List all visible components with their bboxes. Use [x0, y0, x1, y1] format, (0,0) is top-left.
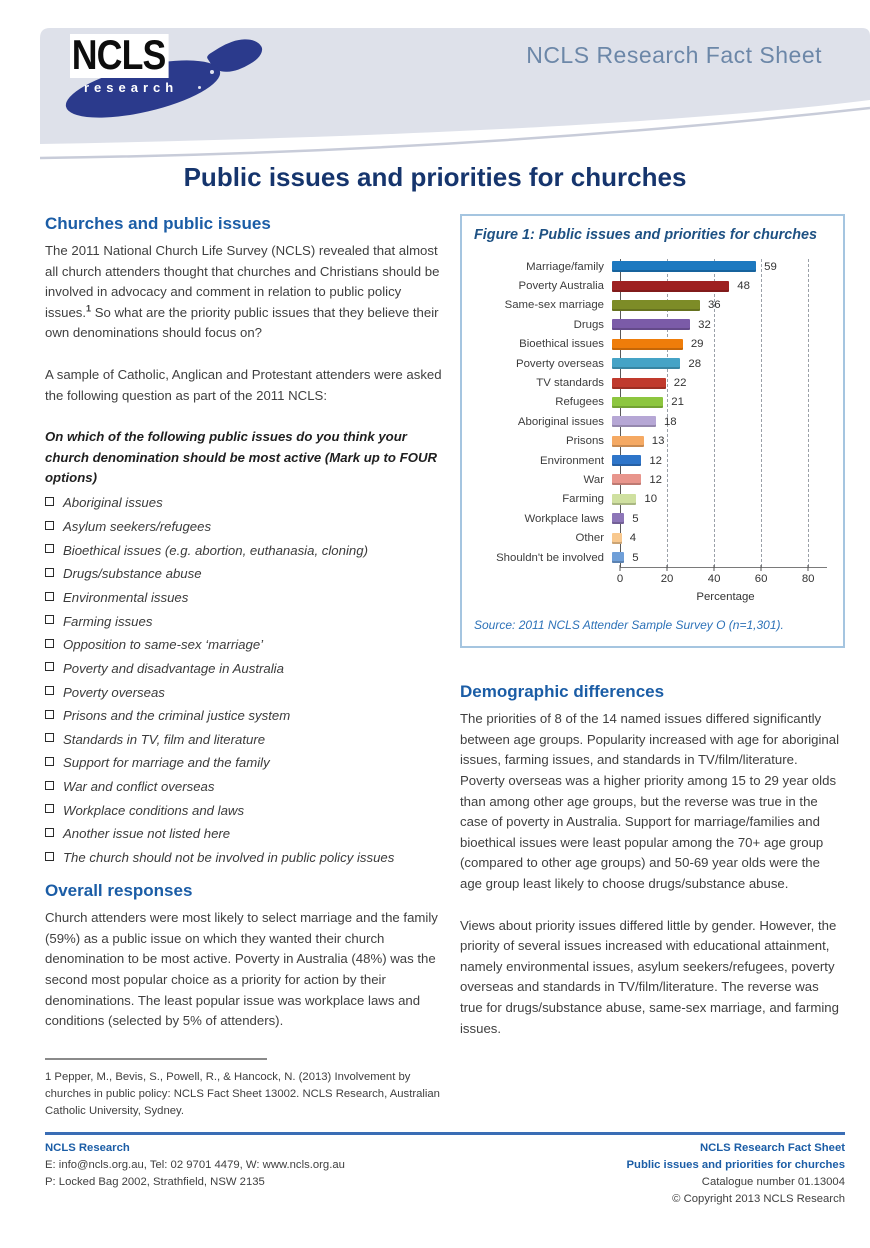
checkbox-item — [45, 706, 444, 725]
checkbox-item — [45, 588, 444, 607]
chart-x-axis — [616, 567, 827, 589]
fact-sheet-header-title: NCLS Research Fact Sheet — [526, 42, 822, 68]
chart-plot-area — [612, 494, 827, 505]
chart-plot-area — [612, 552, 827, 563]
content-columns — [45, 214, 845, 1120]
page-footer — [45, 1132, 845, 1208]
chart-plot-area — [612, 533, 827, 544]
checkbox-label: Poverty and disadvantage in Australia — [63, 660, 284, 676]
chart-category-label: War — [583, 473, 604, 486]
intro-text-continued: So what are the priority public issues that they believe their own denominations should focus on? — [45, 304, 439, 341]
chart-bar — [612, 533, 622, 544]
footer-sheet-title: Public issues and priorities for churches — [626, 1158, 845, 1171]
chart-value-label: 59 — [764, 260, 777, 273]
chart-x-axis-label: Percentage — [696, 591, 755, 604]
checkbox-icon — [45, 662, 54, 671]
checkbox-label: Asylum seekers/refugees — [63, 519, 212, 535]
checkbox-icon — [45, 852, 54, 861]
chart-axis-tick-label: 80 — [801, 573, 815, 586]
page-title: Public issues and priorities for churches — [183, 162, 687, 192]
section-heading-overall: Overall responses — [45, 881, 193, 901]
chart-bar — [612, 319, 690, 330]
chart-plot-area — [612, 358, 827, 369]
left-column — [45, 214, 444, 1120]
footer-right — [627, 1140, 845, 1208]
chart-axis-tick-label: 20 — [660, 573, 674, 586]
chart-bar — [612, 261, 756, 272]
chart-plot-area — [612, 339, 827, 350]
checkbox-icon — [45, 804, 54, 813]
chart-plot-area — [612, 378, 827, 389]
intro-text: The 2011 National Church Life Survey (NCLS) revealed that almost all church attenders thought that churches and Christians should be involved in advocacy and comment in relation to public policy issues. — [45, 243, 440, 320]
checkbox-item — [45, 753, 444, 772]
checkbox-icon — [45, 686, 54, 695]
footnote-marker: 1 — [86, 303, 92, 314]
footer-address-line: P: Locked Bag 2002, Strathfield, NSW 2135 — [45, 1175, 265, 1188]
checkbox-item — [45, 730, 444, 749]
chart-plot-area — [612, 436, 827, 447]
demographic-paragraph-2: Views about priority issues differed little by gender. However, the priority of several issues increased with educational attainment, namely environmental issues, asylum seekers/refugees, poverty overseas and standards in TV/film/literature. The reverse was true for drugs/substance abuse, same-sex marriage, and farming issues. — [460, 917, 839, 1036]
checkbox-label: Workplace conditions and laws — [63, 802, 245, 818]
logo-subtext: research — [84, 80, 179, 95]
chart-value-label: 10 — [644, 493, 658, 506]
checkbox-item — [45, 824, 444, 843]
chart-plot-area — [612, 474, 827, 485]
chart-category-label: Farming — [562, 493, 604, 506]
chart-bar — [612, 397, 663, 408]
footnote-text: 1 Pepper, M., Bevis, S., Powell, R., & Hancock, N. (2013) Involvement by churches in public policy: NCLS Fact Sheet 13002. NCLS Research, Australian Catholic University, Sydney. — [45, 1070, 440, 1117]
chart-category-label: Poverty Australia — [518, 280, 604, 293]
chart-value-label: 32 — [698, 318, 711, 331]
checkbox-label: Opposition to same-sex ‘marriage’ — [63, 637, 264, 653]
chart-value-label: 12 — [649, 454, 662, 467]
checkbox-icon — [45, 544, 54, 553]
checkbox-item — [45, 564, 444, 583]
checkbox-item — [45, 517, 444, 536]
logo-dot-icon — [210, 70, 214, 74]
chart-axis-tick — [808, 565, 809, 571]
responses-paragraph: Church attenders were most likely to select marriage and the family (59%) as a public issue on which they wanted their church denomination to be most active. Poverty in Australia (48%) was the second most popular choice as a priority for action by their denominations. The least popular issue was workplace laws and conditions (selected by 5% of attenders). — [45, 910, 438, 1029]
chart-value-label: 5 — [632, 551, 639, 564]
chart-bar — [612, 281, 729, 292]
checkbox-label: War and conflict overseas — [63, 779, 215, 795]
chart-category-label: Workplace laws — [524, 512, 604, 525]
checkbox-label: Another issue not listed here — [63, 826, 231, 842]
footer-org-name: NCLS Research — [45, 1142, 130, 1154]
header-band — [40, 28, 870, 168]
footnote-divider — [45, 1058, 267, 1060]
chart-value-label: 21 — [671, 396, 684, 409]
chart-bar — [612, 455, 641, 466]
checkbox-label: The church should not be involved in public policy issues — [63, 850, 395, 866]
ncls-logo — [62, 31, 262, 120]
checkbox-label: Environmental issues — [63, 590, 189, 605]
checkbox-label: Standards in TV, film and literature — [63, 731, 266, 747]
checkbox-item — [45, 541, 444, 560]
figure-title: Figure 1: Public issues and priorities for churches — [474, 227, 818, 243]
chart-bar — [612, 474, 641, 485]
checkbox-item — [45, 683, 444, 702]
chart-value-label: 18 — [663, 415, 677, 428]
chart-value-label: 36 — [707, 299, 721, 312]
chart-bar — [612, 339, 683, 350]
checkbox-icon — [45, 639, 54, 648]
footer-series-title: NCLS Research Fact Sheet — [699, 1142, 845, 1154]
survey-question: On which of the following public issues do you think your church denomination should be most active (Mark up to FOUR options) — [45, 429, 437, 486]
section-heading-demographic: Demographic differences — [460, 682, 665, 702]
checkbox-item — [45, 777, 444, 796]
chart-plot-area — [612, 397, 827, 408]
chart-axis-tick — [714, 565, 715, 571]
checkbox-label: Farming issues — [63, 613, 153, 629]
checkbox-icon — [45, 781, 54, 790]
demographic-paragraph-1: The priorities of 8 of the 14 named issues differed significantly between age groups. Popularity increased with age for aboriginal issues, farming issues, and standards in TV/film/literature. Poverty overseas was a higher priority among 15 to 29 year olds than among other age groups, but the reverse was true in the case of poverty in Australia. Support for marriage/families and bioethical issues were least popular among the 70+ age group (compared to other age groups) and 50-69 year olds were the age group least likely to choose drugs/substance abuse. — [460, 711, 840, 891]
chart-value-label: 29 — [690, 338, 704, 351]
checkbox-item — [45, 612, 444, 631]
checkbox-icon — [45, 521, 54, 530]
checkbox-label: Prisons and the criminal justice system — [63, 708, 291, 724]
chart-plot-area — [612, 281, 827, 292]
chart-plot-area — [612, 513, 827, 524]
checkbox-label: Support for marriage and the family — [63, 755, 270, 771]
chart-value-label: 48 — [737, 280, 750, 293]
footer-left — [45, 1140, 345, 1208]
chart-category-label: Prisons — [566, 435, 604, 448]
chart-category-label: Aboriginal issues — [517, 415, 604, 428]
chart-category-label: Drugs — [573, 318, 604, 331]
chart-bar — [612, 358, 680, 369]
chart-value-label: 13 — [651, 435, 665, 448]
chart-category-label: TV standards — [536, 377, 604, 390]
checkbox-item — [45, 801, 444, 820]
figure-source-note: Source: 2011 NCLS Attender Sample Survey O (n=1,301). — [474, 618, 784, 633]
footer-contact-line: E: info@ncls.org.au, Tel: 02 9701 4479, W: www.ncls.org.au — [45, 1158, 345, 1171]
intro-paragraph — [45, 241, 444, 344]
right-column — [460, 214, 845, 1120]
checkbox-item — [45, 848, 444, 867]
chart-value-label: 5 — [632, 512, 639, 525]
section-heading-churches: Churches and public issues — [45, 214, 271, 233]
chart-bar — [612, 494, 636, 505]
checkbox-item — [45, 659, 444, 678]
checkbox-icon — [45, 710, 54, 719]
checkbox-label: Drugs/substance abuse — [63, 566, 202, 582]
checkbox-icon — [45, 733, 54, 742]
chart-plot-area — [612, 261, 827, 272]
checkbox-label: Aboriginal issues — [63, 495, 163, 511]
chart-axis-tick — [667, 565, 668, 571]
chart-bar — [612, 378, 666, 389]
checkbox-list — [45, 493, 444, 867]
chart-value-label: 28 — [688, 357, 702, 370]
chart-plot-area — [612, 319, 827, 330]
chart-category-label: Poverty overseas — [516, 357, 604, 370]
chart-category-label: Other — [575, 532, 604, 545]
footer-copyright: © Copyright 2013 NCLS Research — [672, 1192, 845, 1205]
chart-category-label: Bioethical issues — [519, 338, 604, 351]
chart-value-label: 22 — [673, 377, 687, 390]
bar-chart — [474, 257, 831, 567]
chart-axis-tick-label: 40 — [707, 573, 721, 586]
checkbox-label: Poverty overseas — [63, 684, 165, 700]
chart-value-label: 4 — [629, 532, 637, 545]
checkbox-icon — [45, 828, 54, 837]
chart-category-label: Shouldn't be involved — [496, 551, 604, 564]
chart-plot-area — [612, 300, 827, 311]
checkbox-item — [45, 635, 444, 654]
sample-paragraph: A sample of Catholic, Anglican and Protestant attenders were asked the following question as part of the 2011 NCLS: — [45, 366, 442, 403]
checkbox-icon — [45, 568, 54, 577]
chart-value-label: 12 — [649, 473, 662, 486]
checkbox-icon — [45, 497, 54, 506]
checkbox-icon — [45, 592, 54, 601]
chart-category-label: Same-sex marriage — [504, 299, 604, 312]
checkbox-label: Bioethical issues (e.g. abortion, euthanasia, cloning) — [63, 542, 368, 558]
chart-bar — [612, 416, 656, 427]
chart-category-label: Refugees — [555, 396, 604, 409]
logo-wordmark: NCLS — [70, 34, 169, 78]
chart-axis-tick — [761, 565, 762, 571]
checkbox-item — [45, 493, 444, 512]
footer-catalogue-number: Catalogue number 01.13004 — [701, 1175, 845, 1188]
chart-axis-tick — [620, 565, 621, 571]
checkbox-icon — [45, 757, 54, 766]
logo-dot-icon — [198, 86, 201, 89]
chart-plot-area — [612, 455, 827, 466]
figure-1-box — [460, 214, 845, 648]
checkbox-icon — [45, 615, 54, 624]
chart-bar — [612, 300, 700, 311]
chart-category-label: Marriage/family — [526, 260, 604, 273]
chart-category-label: Environment — [540, 454, 604, 467]
chart-bar — [612, 436, 644, 447]
chart-bar — [612, 513, 624, 524]
chart-bar — [612, 552, 624, 563]
chart-plot-area — [612, 416, 827, 427]
chart-axis-tick-label: 0 — [616, 573, 624, 586]
chart-axis-tick-label: 60 — [754, 573, 768, 586]
